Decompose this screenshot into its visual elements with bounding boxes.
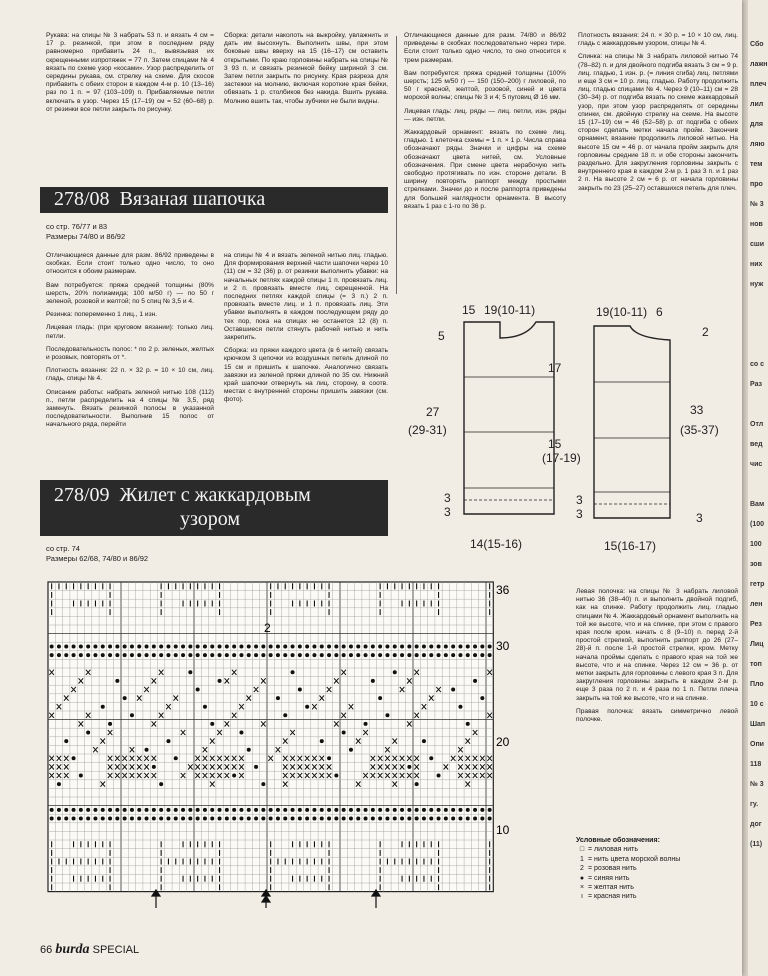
svg-text:3: 3 [696, 511, 703, 525]
vest-pattern-diagrams [404, 292, 744, 562]
legend-item: × = желтая нить [579, 884, 634, 892]
row-number: 20 [496, 735, 510, 749]
svg-text:14(15-16): 14(15-16) [470, 537, 523, 551]
back-piece-outline [464, 322, 554, 514]
svg-text:(35-37): (35-37) [680, 423, 719, 437]
svg-text:6: 6 [656, 305, 663, 319]
edge-text-fragment: чис [750, 461, 763, 468]
edge-text-fragment: Шап [750, 721, 766, 728]
edge-text-fragment: них [750, 261, 763, 268]
edge-text-fragment: гу. [750, 801, 759, 808]
edge-text-fragment: вед [750, 441, 763, 448]
vest-ref: со стр. 74 Размеры 62/68, 74/80 и 86/92 [46, 544, 149, 563]
assembly-text: Сборка: детали наколоть на выкройку, увлажнить и дать им высохнуть. Выполнить швы, при этом боковые швы вверху на 15 (16–17) см оставить открытыми. По краю горловины набрать на спицы № 3 93 п. и связать резинкой бейку шириной 3 см. Затем петли закрыть по рисунку. Края разреза для застежки на молнию, включая короткие края бейки, обвязать 1 р. столбиков без накида. Вшить рукава. Молнию вшить так, чтобы зубчики не были видны. [224, 32, 388, 105]
front-pieces-text: Левая полочка: на спицы № 3 набрать лиловой нитью 36 (38–40) п. и выполнить двойной подгиб, как на спинке. Работу продолжить лиц. гладью спицами № 4. Жаккардовый орнамент выполнить на той же высоте, что и на спинке, при этом с правого края после кром. начать с 8 (9–10) п. перед 2-й простой стрелкой, выполнить раппорт до 26 (27–28)-й п. после 1-й простой стрелки, кром. Метку начала проймы сделать с правого края на той же высоте, что и на спинке. Через 12 см = 36 р. от метки закрыть для горловины с левого края 3 п. Для закругления горловины закрыть в каждом 2-м р. еще 3 раза по 2 п. и 4 раза по 1 п. Петли плеча закрыть на той же высоте, что и на спинке. Правая полочка: вязать симметрично левой полочке. [576, 588, 738, 724]
svg-text:15: 15 [548, 437, 562, 451]
edge-text-fragment: ляю [750, 141, 765, 148]
edge-text-fragment: Раз [750, 381, 763, 388]
svg-text:19(10-11): 19(10-11) [596, 305, 648, 319]
edge-text-fragment: № 3 [750, 201, 764, 208]
edge-text-fragment: 118 [750, 761, 762, 768]
svg-text:5: 5 [438, 329, 445, 343]
svg-text:15: 15 [462, 303, 476, 317]
rapport-arrows [152, 890, 380, 908]
back-piece-text: Плотность вязания: 24 п. × 30 р. = 10 × 10 см, лиц. гладь с жаккардовым узором, спицы № 4. Спинка: на спицы № 3 набрать лиловой нитью 74 (78–82) п. и для двойного подгиба вязать 3 см = 9 р. лиц. гладью, 1 изн. р. (= линия сгиба) лиц. петлями и еще 3 см = 10 р. лиц. гладью. Работу продолжить лиц. гладью спицами № 4. Через 9 (10–11) см = 28 (30–34) р. от подгиба вязать по схеме жаккардовый узор, при этом узор распределять от середины спинки, см. двойную стрелку на схеме. На высоте 15 (17–19) см = 46 (52–58) р. от подгиба с обеих сторон сделать метки начала пройм. Закончив орнамент, вязание продолжить лиловой нитью. На высоте 15 см = 46 р. от начала пройм закрыть для горловины средние 18 п. и обе стороны закончить раздельно. Для закругления горловины закрыть с внутреннего края в каждом 2-м р. 1 раз 3 п. и 1 раз 2 п. На высоте 2 см = 6 р. от начала горловины закрыть по 23 (25–27) оставшихся петель для плеч. [578, 32, 738, 192]
edge-text-fragment: № 3 [750, 781, 764, 788]
edge-text-fragment: 10 с [750, 701, 764, 708]
edge-text-fragment: сши [750, 241, 765, 248]
edge-text-fragment: со с [750, 361, 765, 368]
edge-text-fragment: плеч [750, 81, 767, 88]
column-divider [396, 36, 397, 294]
legend-item: ı = красная нить [581, 893, 637, 901]
edge-text-fragment: Опи [750, 741, 764, 748]
chart-label: 2 [264, 621, 271, 635]
svg-text:33: 33 [690, 403, 704, 417]
legend-item: 2 = розовая нить [580, 865, 637, 873]
hat-text-col2: на спицы № 4 и вязать зеленой нитью лиц. гладью. Для формирования верхней части шапочки через 10 (11) см = 32 (36) р. от резинки выполнить убавки: на начальных петлях каждой спицы 1 п. провязать лиц. и 2 п. провязать вместе лиц. скрещенной. На последних петлях каждой спицы (= 3 п.) 2 п. провязать вместе лиц. и 1 п. провязать лиц. Эти убавки выполнять в каждом последующем ряду до тех пор, пока на спицах не останется 12 (8) п. Оставшиеся петли стянуть рабочей нитью и нить закрепить. Сборка: из пряжи каждого цвета (в 6 нитей) связать крючком 3 цепочки из воздушных петель длиной по 15 см и пришить к шапочке. Аналогично связать завязки из зеленой пряжи длиной по 35 см. Нижний край шапочки отвернуть на лиц. сторону, в соотв. местах с внутренней стороны пришить завязки (см. фото). [224, 252, 388, 404]
edge-text-fragment: (100 [750, 521, 765, 528]
row-number: 36 [496, 583, 510, 597]
edge-text-fragment: Отл [750, 421, 764, 428]
edge-text-fragment: Пло [750, 681, 764, 688]
legend-item: 1 = нить цвета морской волны [580, 855, 681, 863]
vest-materials-text: Отличающиеся данные для разм. 74/80 и 86/92 приведены в скобках последовательно через тире. Если стоит только одно число, то оно относится к трем размерам. Вам потребуется: пряжа средней толщины (100% шерсть; 125 м/50 г) — 150 (150–200) г лиловой, по 50 г красной, желтой, розовой, синей и цвета морской волны; спицы № 3 и 4; 5 пуговиц Ø 16 мм. Лицевая гладь: лиц. ряды — лиц. петли, изн. ряды — изн. петли. Жаккардовый орнамент: вязать по схеме лиц. гладью. 1 клеточка схемы = 1 п. × 1 р. Числа справа обозначают ряды. Значки и цифры на схеме обозначают цвета нитей, см. Условные обозначения. При смене цвета нерабочую нить свободно протягивать по изн. стороне детали. В ширину повторять раппорт между простыми стрелками. Значки до и после раппорта приведены для большей наглядности орнамента. В высоту вязать 1 раз с 1-го по 36 р. [404, 32, 566, 210]
sleeves-text: Рукава: на спицы № 3 набрать 53 п. и вязать 4 см = 17 р. резинкой, при этом в последнем ряду равномерно прибавить 24 п., вывязывая их скрещенными изпротяжек = 77 п. Затем спицами № 4 вязать по схеме узор «косами». Узор распределить от середины рукава, см. стрелку на схеме. Для скосов прибавить с обеих сторон в каждом 4-м р. 10 (13–16) раз по 1 п. = 97 (103–109) п. Прибавляемые петли включать в узор. Через 15 (17–19) см = 52 (60–68) р. от резинки все петли закрыть по рисунку. [46, 32, 214, 113]
edge-text-fragment: Рез [750, 621, 762, 628]
edge-text-fragment: лен [750, 601, 763, 608]
row-number: 30 [496, 639, 510, 653]
hat-ref: со стр. 76/77 и 83 Размеры 74/80 и 86/92 [46, 222, 126, 241]
edge-text-fragment: нов [750, 221, 763, 228]
svg-text:3: 3 [444, 491, 451, 505]
svg-text:19(10-11): 19(10-11) [484, 303, 536, 317]
front-piece-outline [594, 326, 670, 518]
edge-text-fragment: тем [750, 161, 763, 168]
hat-title-banner: 278/08 Вязаная шапочка [40, 187, 388, 213]
svg-text:(29-31): (29-31) [408, 423, 447, 437]
jacquard-chart [44, 578, 544, 918]
edge-text-fragment: лажн [750, 61, 768, 68]
vest-title-banner: 278/09 Жилет с жаккардовым узором [40, 480, 388, 536]
edge-text-fragment: про [750, 181, 763, 188]
svg-text:27: 27 [426, 405, 440, 419]
page-number: 66 [40, 944, 53, 956]
edge-text-fragment: топ [750, 661, 762, 668]
edge-text-fragment: Лиц [750, 641, 764, 648]
svg-text:3: 3 [576, 493, 583, 507]
edge-text-fragment: лил [750, 101, 764, 108]
edge-text-fragment: нуж [750, 281, 764, 288]
edge-text-fragment: зов [750, 561, 762, 568]
edge-text-fragment: гетр [750, 581, 765, 588]
edge-text-fragment: Сбо [750, 41, 764, 48]
edge-text-fragment: дог [750, 821, 762, 828]
hat-text-col1: Отличающиеся данные для разм. 86/92 приведены в скобках. Если стоит только одно число, то оно относится к обоим размерам. Вам потребуется: пряжа средней толщины (80% шерсть, 20% полиамида; 100 м/50 г) — по 50 г зеленой, розовой и желтой; по 5 спиц № 3,5 и 4. Резинка: попеременно 1 лиц., 1 изн. Лицевая гладь: (при круговом вязании): только лиц. петли. Последовательность полос: * по 2 р. зеленых, желтых и розовых, повторять от *. Плотность вязания: 22 п. × 32 р. = 10 × 10 см, лиц. гладь, спицы № 4. Описание работы: набрать зеленой нитью 108 (112) п., петли распределить на 4 спицы № 3,5, ряд замкнуть. Вязать резинкой полосы в указанной последовательности. Выполнив 15 полос от начального ряда, перейти [46, 252, 214, 429]
legend-item: □ = лиловая нить [579, 846, 638, 854]
svg-text:2: 2 [702, 325, 709, 339]
brand-special: SPECIAL [92, 944, 140, 956]
legend-title: Условные обозначения: [576, 837, 660, 844]
edge-text-fragment: 100 [750, 541, 762, 548]
chart-legend [576, 836, 736, 902]
legend-item: ● = синяя нить [579, 874, 630, 882]
page-footer [40, 942, 139, 958]
svg-text:3: 3 [444, 505, 451, 519]
brand-logo: burda [55, 942, 90, 957]
svg-text:3: 3 [576, 507, 583, 521]
edge-text-fragment: для [750, 121, 763, 128]
svg-text:17: 17 [548, 361, 562, 375]
edge-text-fragment: Вам [750, 501, 765, 508]
row-number: 10 [496, 823, 510, 837]
edge-text-fragment: (11) [750, 841, 763, 848]
svg-text:15(16-17): 15(16-17) [604, 539, 657, 553]
adjacent-page-edge [748, 0, 768, 976]
svg-text:(17-19): (17-19) [542, 451, 581, 465]
